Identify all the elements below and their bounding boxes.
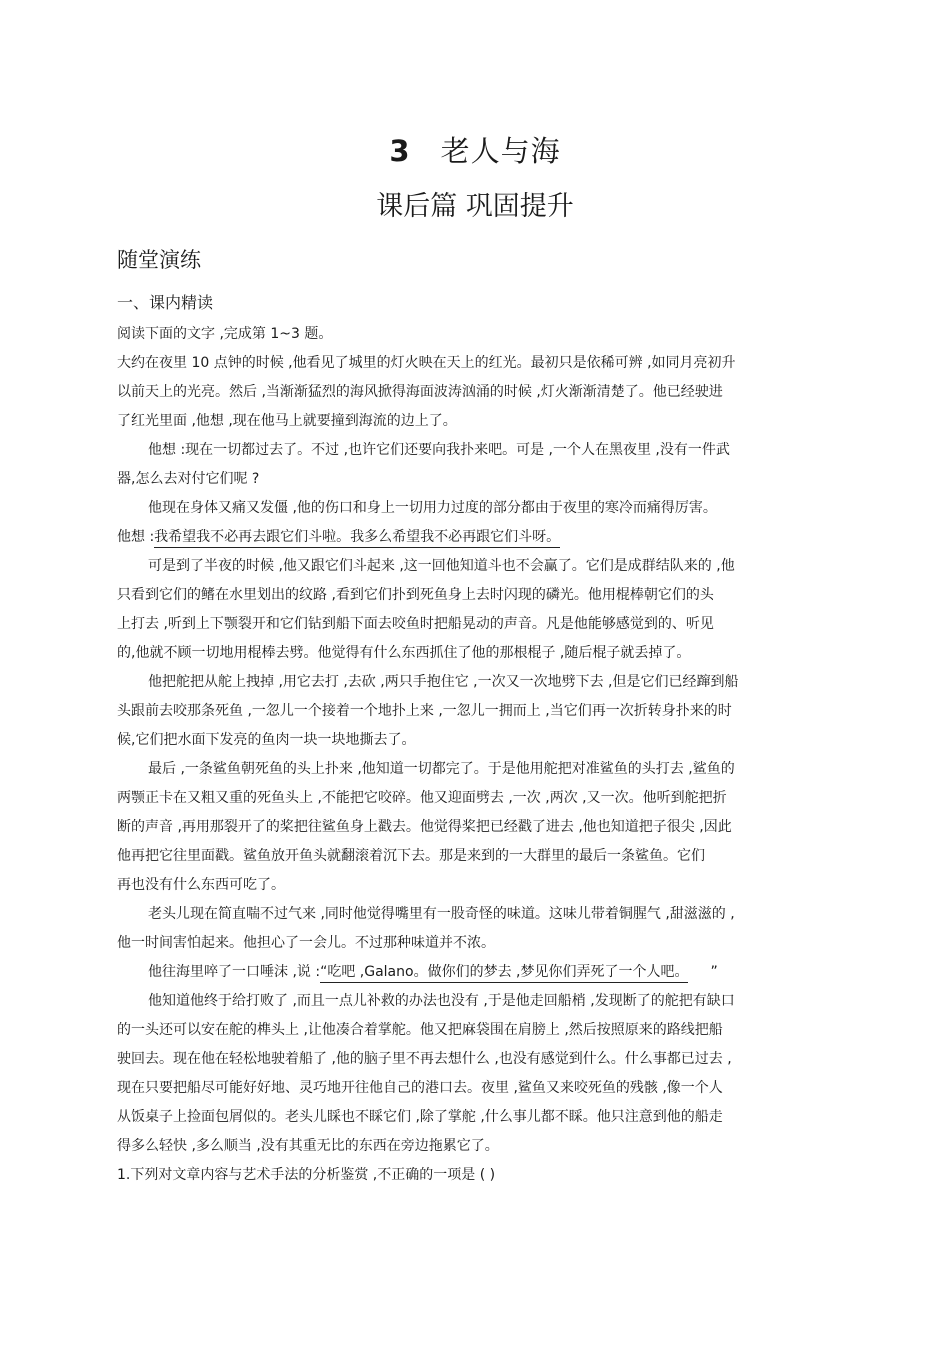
passage-line: 头跟前去咬那条死鱼 ,一忽儿一个接着一个地扑上来 ,一忽儿一拥而上 ,当它们再一次折转身扑来的时 xyxy=(117,703,732,719)
passage-line: 驶回去。现在他在轻松地驶着船了 ,他的脑子里不再去想什么 ,也没有感觉到什么。什么事都已过去 , xyxy=(117,1051,732,1067)
passage-line xyxy=(117,523,833,552)
page-subtitle: 课后篇 巩固提升 xyxy=(376,191,574,222)
instruction-line: 阅读下面的文字 ,完成第 1~3 题。 xyxy=(117,326,333,342)
speaker-intro: 他往海里啐了一口唾沫 ,说 : xyxy=(148,964,321,980)
underlined-sentence: 我希望我不必再去跟它们斗啦。我多么希望我不必再跟它们斗呀。 xyxy=(154,527,560,548)
underlined-quote: “吃吧 ,Galano。做你们的梦去 ,梦见你们弄死了一个人吧。 xyxy=(320,962,688,983)
passage-line: 现在只要把船尽可能好好地、灵巧地开往他自己的港口去。夜里 ,鲨鱼又来咬死鱼的残骸 ,像一个人 xyxy=(117,1080,723,1096)
passage-line: 候,它们把水面下发亮的鱼肉一块一块地撕去了。 xyxy=(117,732,416,748)
passage-line: 老头儿现在简直喘不过气来 ,同时他觉得嘴里有一股奇怪的味道。这味儿带着铜腥气 ,甜滋滋的 , xyxy=(148,906,735,922)
passage-line: 两颚正卡在又粗又重的死鱼头上 ,不能把它咬碎。他又迎面劈去 ,一次 ,两次 ,又一次。他听到舵把折 xyxy=(117,790,727,806)
passage-line: 了红光里面 ,他想 ,现在他马上就要撞到海流的边上了。 xyxy=(117,413,457,429)
passage-line: 他再把它往里面戳。鲨鱼放开鱼头就翻滚着沉下去。那是来到的一大群里的最后一条鲨鱼。它们 xyxy=(117,848,705,864)
passage-line: 从饭桌子上捡面包屑似的。老头儿睬也不睬它们 ,除了掌舵 ,什么事儿都不睬。他只注意到他的船走 xyxy=(117,1109,723,1125)
passage-line: 的,他就不顾一切地用棍棒去劈。他觉得有什么东西抓住了他的那根棍子 ,随后棍子就丢掉了。 xyxy=(117,645,691,661)
passage-line: 器,怎么去对付它们呢 ? xyxy=(117,471,260,487)
section-heading: 随堂演练 xyxy=(117,248,201,272)
lesson-number: 3 xyxy=(389,134,411,168)
passage-line: 再也没有什么东西可吃了。 xyxy=(117,877,285,893)
subsection-heading: 一、课内精读 xyxy=(117,293,214,312)
speaker-label: 他想 : xyxy=(117,529,155,545)
passage-line: 的一头还可以安在舵的榫头上 ,让他凑合着掌舵。他又把麻袋围在肩膀上 ,然后按照原来的路线把船 xyxy=(117,1022,723,1038)
lesson-title-text: 老人与海 xyxy=(440,134,561,168)
passage-line: 得多么轻快 ,多么顺当 ,没有其重无比的东西在旁边拖累它了。 xyxy=(117,1138,499,1154)
passage-line: 他把舵把从舵上拽掉 ,用它去打 ,去砍 ,两只手抱住它 ,一次又一次地劈下去 ,但是它们已经蹿到船 xyxy=(148,674,739,690)
passage-line: 只看到它们的鳍在水里划出的纹路 ,看到它们扑到死鱼身上去时闪现的磷光。他用棍棒朝它们的头 xyxy=(117,587,714,603)
passage-line: 大约在夜里 10 点钟的时候 ,他看见了城里的灯火映在天上的红光。最初只是依稀可辨 ,如同月亮初升 xyxy=(117,355,736,371)
passage-line: 他一时间害怕起来。他担心了一会儿。不过那种味道并不浓。 xyxy=(117,935,495,951)
passage-line: 他现在身体又痛又发僵 ,他的伤口和身上一切用力过度的部分都由于夜里的寒冷而痛得厉害。 xyxy=(148,500,717,516)
question-1: 1.下列对文章内容与艺术手法的分析鉴赏 ,不正确的一项是 ( ) xyxy=(117,1167,496,1183)
passage-line: 他知道他终于给打败了 ,而且一点儿补救的办法也没有 ,于是他走回船梢 ,发现断了的舵把有缺口 xyxy=(148,993,735,1009)
passage-line: 上打去 ,听到上下颚裂开和它们钻到船下面去咬鱼时把船晃动的声音。凡是他能够感觉到的、听见 xyxy=(117,616,714,632)
lesson-title xyxy=(0,133,950,169)
passage-line: 断的声音 ,再用那裂开了的桨把往鲨鱼身上戳去。他觉得桨把已经戳了进去 ,他也知道把子很尖 ,因此 xyxy=(117,819,732,835)
passage-line: 以前天上的光亮。然后 ,当渐渐猛烈的海风掀得海面波涛汹涌的时候 ,灯火渐渐清楚了。他已经驶进 xyxy=(117,384,723,400)
reading-passage xyxy=(117,320,833,1190)
closing-quote-mark: ” xyxy=(710,964,718,980)
passage-line: 他想 :现在一切都过去了。不过 ,也许它们还要向我扑来吧。可是 ,一个人在黑夜里 ,没有一件武 xyxy=(148,442,730,458)
passage-line: 最后 ,一条鲨鱼朝死鱼的头上扑来 ,他知道一切都完了。于是他用舵把对准鲨鱼的头打去 ,鲨鱼的 xyxy=(148,761,735,777)
passage-line: 可是到了半夜的时候 ,他又跟它们斗起来 ,这一回他知道斗也不会赢了。它们是成群结队来的 ,他 xyxy=(148,558,735,574)
passage-line xyxy=(117,958,833,987)
